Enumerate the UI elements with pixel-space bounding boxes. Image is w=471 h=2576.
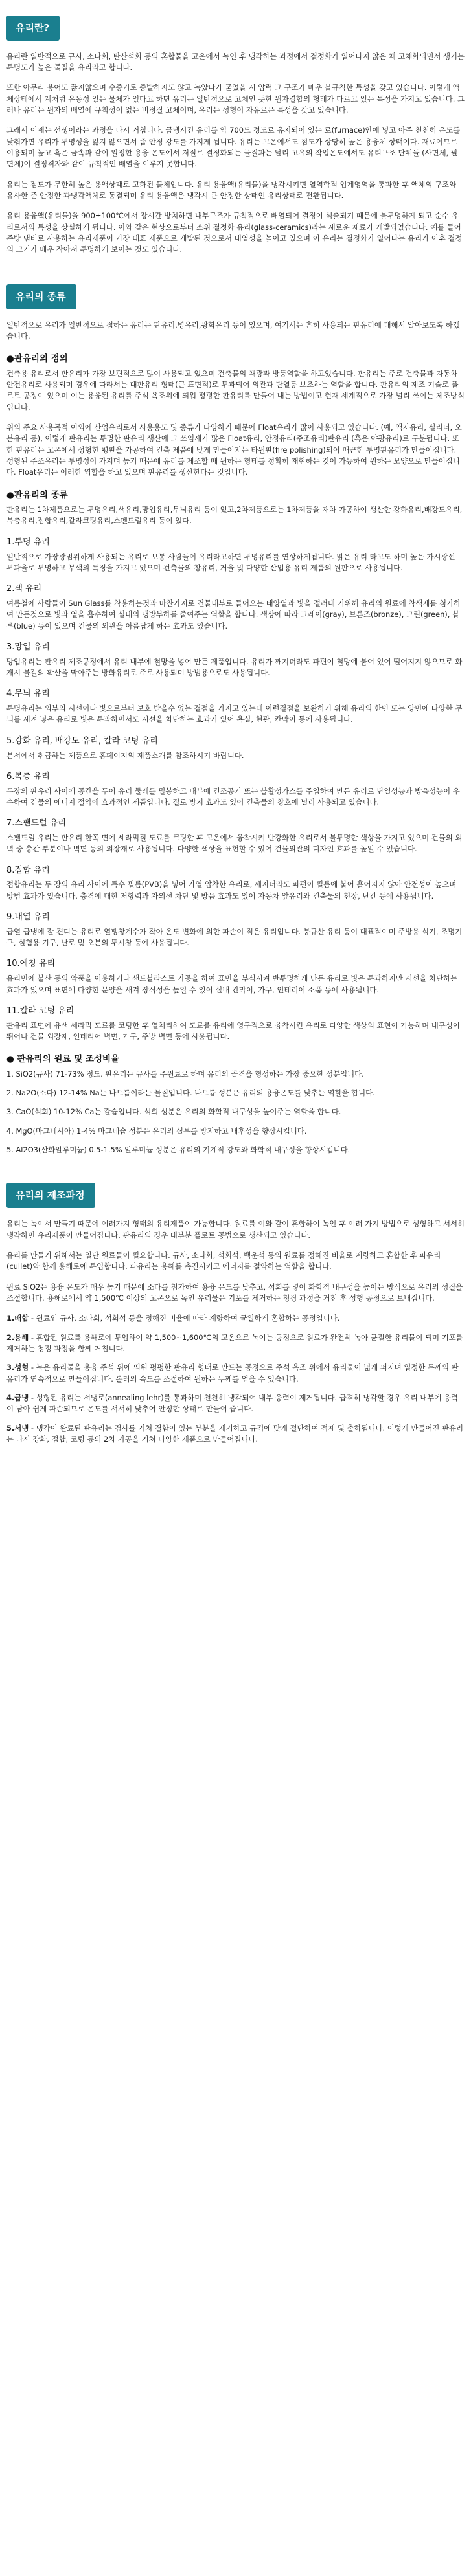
glass-item (6, 536, 465, 574)
glass-item-title: 4.무늬 유리 (6, 689, 50, 699)
glass-item-body: 접합유리는 두 장의 유리 사이에 특수 필름(PVB)을 넣어 가열 압착한 유리로, 깨지더라도 파편이 필름에 붙어 흩어지지 않아 안전성이 높으며 방범 효과가 있습니다. 충격에 대한 저항력과 자외선 차단 및 방음 효과도 있어 자동차 앞유리와 건축물의 천장, 난간 등에 사용됩니다. (6, 880, 457, 901)
process-step-body: - 혼합된 원료를 용해로에 투입하여 약 1,500~1,600℃의 고온으로 녹이는 공정으로 원료가 완전히 녹아 균질한 유리물이 되며 기포를 제거하는 청징 과정을 함께 거칩니다. (6, 1332, 463, 1353)
glass-item (6, 688, 465, 725)
kinds-intro: 판유리는 1차제품으로는 투명유리,색유리,망입유리,무늬유리 등이 있고,2차제품으로는 1차제품을 재차 가공하여 생산한 강화유리,배강도유리,복층유리,접합유리,칼라코팅유리,스펜드럴유리 등이 있다. (6, 505, 463, 526)
glass-item-body: 판유리 표면에 유색 세라믹 도료를 코팅한 후 열처리하여 도료를 유리에 영구적으로 융착시킨 유리로 다양한 색상의 표현이 가능하며 내구성이 뛰어나 건물 외장재, 인테리어 벽면, 가구, 주방 벽면 등에 사용됩니다. (6, 1020, 460, 1041)
glass-item-title: 3.망입 유리 (6, 642, 50, 652)
composition-item: 5. Al2O3(산화알루미늄) 0.5-1.5% 알루미늄 성분은 유리의 기계적 강도와 화학적 내구성을 향상시킵니다. (6, 1145, 350, 1155)
flat-glass-definition-title: ●판유리의 정의 (6, 353, 68, 364)
paragraph: 유리를 만들기 위해서는 일단 원료들이 필요합니다. 규사, 소다회, 석회석, 백운석 등의 원료를 정해진 비율로 계량하고 혼합한 후 파유리(cullet)와 함께 용해로에 투입합니다. 파유리는 용해를 촉진시키고 에너지를 절약하는 역할을 합니다. (6, 1250, 441, 1271)
glass-item-body: 투명유리는 외부의 시선이나 빛으로부터 보호 받을수 없는 결점을 가지고 있는데 이런결점을 보완하기 위해 유리의 한면 또는 양면에 다양한 무늬를 새겨 넣은 유리로 빛은 투과하면서도 시선을 차단하는 효과가 있어 욕실, 현관, 칸막이 등에 사용됩니다. (6, 704, 463, 724)
process-step-label: 3.성형 (6, 1363, 29, 1372)
process-step-body: - 냉각이 완료된 판유리는 검사를 거쳐 결함이 있는 부분을 제거하고 규격에 맞게 절단하여 적재 및 출하됩니다. 이렇게 만들어진 판유리는 다시 강화, 접합, 코팅 등의 2차 가공을 거쳐 다양한 제품으로 만들어집니다. (6, 1423, 463, 1444)
glass-item-body: 일반적으로 가장광범위하게 사용되는 유리로 보통 사람들이 유리라고하면 투명유리를 연상하게됩니다. 맑은 유리 라고도 하며 높은 가시광선 투과율로 투명하고 무색의 특징을 가지고 있으며 건축물의 창유리, 거울 및 다양한 산업용 유리 제품의 원판으로 사용됩니다. (6, 552, 455, 572)
section-header-glass-types: 유리의 종류 (6, 284, 76, 309)
intro-paragraph: 일반적으로 유리가 일반적으로 접하는 유리는 판유리,병유리,광학유리 등이 있으며, 여기서는 흔히 사용되는 판유리에 대해서 알아보도록 하겠습니다. (6, 320, 460, 341)
glass-item-title: 8.접합 유리 (6, 865, 50, 875)
section-glass-types (0, 269, 471, 1168)
composition-title: ● 판유리의 원료 및 조성비율 (6, 1054, 120, 1065)
glass-item-title: 7.스팬드럴 유리 (6, 818, 66, 829)
process-step (6, 1313, 465, 1324)
glass-item-title: 11.칼라 코팅 유리 (6, 1005, 75, 1016)
glass-item (6, 583, 465, 632)
process-step-label: 5.서냉 (6, 1423, 29, 1433)
process-step-body: - 성형된 유리는 서냉로(annealing lehr)를 통과하며 천천히 냉각되어 내부 응력이 제거됩니다. 급격히 냉각할 경우 유리 내부에 응력이 남아 쉽게 파손되므로 온도를 서서히 낮추어 안정한 상태로 만들어 줍니다. (6, 1393, 458, 1414)
section-what-is-glass (0, 0, 471, 269)
glass-item-title: 1.투명 유리 (6, 537, 50, 547)
glass-item (6, 817, 465, 855)
paragraph: 건축용 유리로서 판유리가 가장 보편적으로 많이 사용되고 있으며 건축물의 채광과 방풍역할을 하고있습니다. 판유리는 주로 건축물과 자동차 안전유리로 사용되며 경우에 따라서는 대판유리 형태(큰 표면적)로 투과되어 외관과 단열등 보조하는 역할을 합니다. 판유리의 제조 기술로 플로트 공정이 있으며 이는 용융된 유리를 주석 욕조위에 띄워 평평한 판유리를 만들어 내는 방법이고 현재 세계적으로 가장 널리 쓰이는 제조방식입니다. (6, 368, 465, 412)
glass-item-body: 본서에서 취급하는 제품으로 홈페이지의 제품소개를 참조하시기 바랍니다. (6, 750, 244, 760)
glass-item (6, 735, 465, 761)
glass-item-title: 2.색 유리 (6, 584, 42, 594)
composition-item: 4. MgO(마그네시아) 1-4% 마그네슘 성분은 유리의 실투를 방지하고 내후성을 향상시킵니다. (6, 1126, 307, 1136)
glass-item (6, 1005, 465, 1042)
process-step (6, 1332, 465, 1355)
glass-item (6, 911, 465, 948)
composition-item: 1. SiO2(규사) 71-73% 정도. 판유리는 규사를 주원료로 하며 유리의 골격을 형성하는 가장 중요한 성분입니다. (6, 1069, 364, 1079)
glass-item-body: 스팬드럴 유리는 판유리 한쪽 면에 세라믹질 도료를 코팅한 후 고온에서 융착시켜 반강화한 유리로서 불투명한 색상을 가지고 있으며 건물의 외벽 중 층간 부분이나 벽면 등의 외장재로 사용됩니다. 다양한 색상을 표현할 수 있어 건물외관의 디자인 효과를 높일 수 있습니다. (6, 833, 463, 854)
paragraph: 위의 주요 사용목적 이외에 산업유리로서 사용용도 및 종류가 다양하기 때문에 Float유리가 많이 사용되고 있습니다. (예, 액자유리, 실리더, 오븐유리 등), 이렇게 판유리는 투명한 판유리 생산에 그 쓰임새가 많은 Float유리, 안정유리(주조유리)판유리 (혹은 야광유리)로 구분됩니다. 또한 판유리는 고온에서 성형한 평판을 가공하여 건축 제품에 맞게 만들어지는 타원판(fire polishing)되어 매끈한 투명판유리가 만들어집니다. 성형된 주조유리는 투명성이 가지며 높기 때문에 유리를 제조할 때 원하는 형태를 정확히 재현하는 것이 가능하여 원하는 모양으로 만들어집니다. Float유리는 이러한 역할을 하고 있으며 판유리를 생산한다는 것입니다. (6, 423, 462, 477)
glass-item (6, 864, 465, 902)
glass-item-body: 급열 급냉에 잘 견디는 유리로 열팽창계수가 작아 온도 변화에 의한 파손이 적은 유리입니다. 붕규산 유리 등이 대표적이며 주방용 식기, 조명기구, 실험용 기구, 난로 및 오븐의 투시창 등에 사용됩니다. (6, 926, 463, 948)
section-manufacturing (0, 1167, 471, 1457)
glass-item (6, 770, 465, 808)
process-step-body: - 녹은 유리물을 용융 주석 위에 띄워 평평한 판유리 형태로 만드는 공정으로 주석 욕조 위에서 유리물이 넓게 퍼지며 일정한 두께의 판유리가 연속적으로 만들어집니다. 롤러의 속도를 조절하여 원하는 두께를 얻을 수 있습니다. (6, 1363, 459, 1383)
glass-item-title: 5.강화 유리, 배강도 유리, 칼라 코팅 유리 (6, 735, 158, 746)
glass-item-body: 유리면에 불산 등의 약품을 이용하거나 샌드블라스트 가공을 하여 표면을 부식시켜 반투명하게 만든 유리로 빛은 투과하지만 시선을 차단하는 효과가 있으며 표면에 다양한 문양을 새겨 장식성을 높일 수 있어 실내 칸막이, 가구, 인테리어 소품 등에 사용됩니다. (6, 974, 458, 994)
composition-item: 2. Na2O(소다) 12-14% Na는 나트륨이라는 물질입니다. 나트륨 성분은 유리의 용융온도를 낮추는 역할을 합니다. (6, 1088, 375, 1098)
process-step (6, 1362, 465, 1385)
paragraph: 그래서 이제는 선생이라는 과정을 다시 거칩니다. 급냉시킨 유리를 약 700도 정도로 유지되어 있는 로(furnace)안에 넣고 아주 천천히 온도를 낮춰가면 유리가 투명성을 잃지 않으면서 좀 안정 강도를 가지게 됩니다. 유리는 고온에서도 점도가 상당히 높은 용융체 상태이다. 재료이므로 이용되며 높고 혹은 금속과 같이 일정한 용융 온도에서 저절로 결정화되는 물질과는 달리 고유의 작업온도에서도 유리구조 단위들 (사면체, 팔면체)이 결정격자와 같이 규칙적인 배열을 이루지 못합니다. (6, 126, 461, 169)
paragraph: 원료 SiO2는 용융 온도가 매우 높기 때문에 소다를 첨가하여 용융 온도를 낮추고, 석회를 넣어 화학적 내구성을 높이는 방식으로 유리의 성질을 조절합니다. 용해로에서 약 1,500℃ 이상의 고온으로 녹인 유리물은 기포를 제거하는 청징 과정을 거친 후 성형 공정으로 보내집니다. (6, 1282, 463, 1303)
section-header-what-is-glass: 유리란? (6, 16, 60, 41)
glass-item (6, 641, 465, 678)
glass-item (6, 958, 465, 995)
paragraph: 유리는 녹여서 만들기 때문에 여러가지 형태의 유리제품이 가능합니다. 원료를 이와 같이 혼합하여 녹인 후 여러 가지 방법으로 성형하고 서서히 냉각하면 유리제품이 만들어집니다. 판유리의 경우 대부분 플로트 공법으로 생산되고 있습니다. (6, 1219, 465, 1240)
process-step (6, 1423, 465, 1446)
glass-item-title: 9.내열 유리 (6, 912, 50, 923)
paragraph: 또한 아무리 용어도 끓지않으며 수증기로 증발하지도 않고 녹았다가 굳었을 시 압력 그 구조가 매우 불규칙한 특성을 갖고 있습니다. 이렇게 액체상태에서 계처럼 유동성 있는 물체가 있다고 하면 유리는 일반적으로 고체인 듯한 원자결합의 형태가 다르고 있는 특성을 가지고 있습니다. 그러나 유리는 원자의 배열에 규칙성이 없는 비정질 고체이며, 유리는 성형이 자유로운 특성을 갖고 있습니다. (6, 83, 465, 115)
flat-glass-kinds-title: ●판유리의 종류 (6, 489, 68, 500)
glass-item-body: 망입유리는 판유리 제조공정에서 유리 내부에 철망을 넣어 만든 제품입니다. 유리가 깨지더라도 파편이 철망에 붙어 있어 떨어지지 않으므로 화재시 불길의 확산을 막아주는 방화유리로 주로 사용되며 방범용으로도 사용됩니다. (6, 656, 463, 678)
paragraph: 유리는 점도가 무한히 높은 용액상태로 고화된 물체입니다. 유리 용융액(유리물)을 냉각시키면 열역학적 입계영역을 통과한 후 액체의 구조와 유사한 준 안정한 과냉각액체로 동결되며 유리 용융액은 냉각시 큰 안정한 상태인 유리상태로 전환됩니다. (6, 179, 457, 201)
glass-item-body: 두장의 판유리 사이에 공간을 두어 유리 둘레를 밀봉하고 내부에 건조공기 또는 불활성가스를 주입하여 만든 유리로 단열성능과 방음성능이 우수하여 건물의 에너지 절약에 효과적인 제품입니다. 결로 방지 효과도 있어 건축물의 창호에 널리 사용되고 있습니다. (6, 786, 460, 807)
process-step-label: 1.배합 (6, 1314, 29, 1323)
process-step-label: 4.급냉 (6, 1393, 29, 1402)
composition-item: 3. CaO(석회) 10-12% Ca는 칼슘입니다. 석회 성분은 유리의 화학적 내구성을 높여주는 역할을 합니다. (6, 1107, 341, 1117)
paragraph: 유리란 일반적으로 규사, 소다회, 탄산석회 등의 혼합물을 고온에서 녹인 후 냉각하는 과정에서 결정화가 일어나지 않은 채 고체화되면서 생기는 투명도가 높은 물질을 유리라고 합니다. (6, 51, 465, 73)
section-header-manufacturing: 유리의 제조과정 (6, 1183, 95, 1208)
glass-item-title: 10.에칭 유리 (6, 959, 56, 969)
process-step (6, 1393, 465, 1415)
glass-item-body: 여름철에 사람들이 Sun Glass를 착용하는것과 마찬가지로 건물내부로 들어오는 태양열과 빛을 걸러내 기위해 유리의 원료에 착색제를 첨가하여 만든것으로 빛과 열을 흡수하여 실내의 냉방부하를 줄여주는 역할을 합니다. 색상에 따라 그레이(gray), 브론즈(bronze), 그린(green), 블루(blue) 등이 있으며 건물의 외관을 아름답게 하는 효과도 있습니다. (6, 598, 461, 631)
glass-item-title: 6.복층 유리 (6, 771, 50, 781)
process-step-label: 2.용해 (6, 1332, 29, 1342)
process-step-body: - 원료인 규사, 소다회, 석회석 등을 정해진 비율에 따라 계량하여 균일하게 혼합하는 공정입니다. (29, 1314, 340, 1323)
paragraph: 유리 용융액(유리물)을 900±100℃에서 장시간 방치하면 내부구조가 규칙적으로 배열되어 결정이 석출되기 때문에 불투명하게 되고 순수 유리로서의 특성을 상실하게 됩니다. 이와 같은 현상으로부터 소위 결정화 유리(glass-ceramics)라는 새로운 재료가 개발되었습니다. 예를 들어 주방 냄비로 사용하는 유리제품이 가장 대표 제품으로 개발된 것으로서 내열성을 높이고 있으며 이 유리는 결정화가 일어나는 유리가 이후 결정의 크기가 매우 작아서 투명하게 보이는 것도 있습니다. (6, 211, 463, 254)
